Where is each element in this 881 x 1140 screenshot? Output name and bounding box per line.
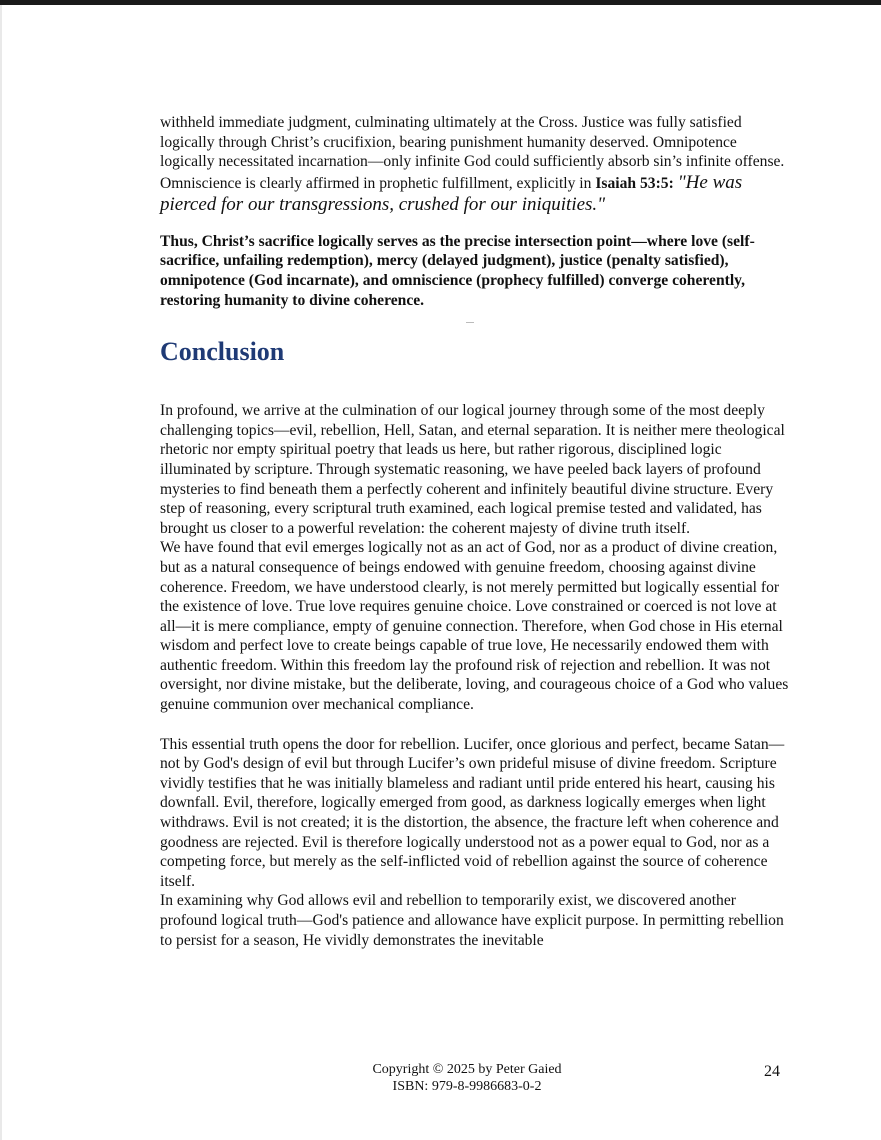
paragraph-freedom: We have found that evil emerges logically not as an act of God, nor as a product of divine creation, but as a natural consequence of beings endowed with genuine freedom, choosing against divine coherence. Freedom, we have understood clearly, is not merely permitted but logically essential for the existence of love. True love requires genuine choice. Love constrained or coerced is not love at all—it is mere compliance, empty of genuine connection. Therefore, when God chose in His eternal wisdom and perfect love to create beings capable of true love, He necessarily endowed them with authentic freedom. Within this freedom lay the profound risk of rejection and rebellion. It was not oversight, nor divine mistake, but the deliberate, loving, and courageous choice of a God who values genuine communion over mechanical compliance. — [160, 539, 789, 714]
page-footer — [302, 1061, 632, 1095]
scripture-quote: "He was pierced for our transgressions, crushed for our iniquities." — [160, 171, 743, 215]
copyright-line: Copyright © 2025 by Peter Gaied — [372, 1062, 562, 1077]
section-divider — [466, 322, 474, 323]
page-body — [160, 113, 790, 950]
document-page[interactable] — [2, 5, 881, 1140]
scripture-reference: Isaiah 53:5: — [595, 174, 674, 192]
page-number: 24 — [764, 1063, 780, 1080]
paragraph-intro: In profound, we arrive at the culmination of our logical journey through some of the most deeply challenging topics—evil, rebellion, Hell, Satan, and eternal separation. It is neither mere theological rhetoric nor empty spiritual poetry that leads us here, but rather rigorous, disciplined logic illuminated by scripture. Through systematic reasoning, we have peeled back layers of profound mysteries to find beneath them a perfectly coherent and infinitely beautiful divine structure. Every step of reasoning, every scriptural truth examined, each logical premise tested and validated, has brought us closer to a powerful revelation: the coherent majesty of divine truth itself. — [160, 402, 785, 537]
paragraph-rebellion: This essential truth opens the door for rebellion. Lucifer, once glorious and perfect, became Satan—not by God's design of evil but through Lucifer’s own prideful misuse of divine freedom. Scripture vividly testifies that he was initially blameless and radiant until pride entered his heart, causing his downfall. Evil, therefore, logically emerged from good, as darkness logically emerges when light withdraws. Evil is not created; it is the distortion, the absence, the fracture left when coherence and goodness are rejected. Evil is therefore logically understood not as a power equal to God, nor as a competing force, but merely as the self-inflicted void of rebellion against the source of coherence itself. — [160, 735, 785, 890]
isbn-line: ISBN: 979-8-9986683-0-2 — [392, 1079, 542, 1094]
summary-paragraph: Thus, Christ’s sacrifice logically serves as the precise intersection point—where love (self-sacrifice, unfailing redemption), mercy (delayed judgment), justice (penalty satisfied), omnipotence (God incarnate), and omniscience (prophecy fulfilled) converge coherently, restoring humanity to divine coherence. — [160, 232, 755, 309]
paragraph-text: withheld immediate judgment, culminating ultimately at the Cross. Justice was fully satisfied logically through Christ’s crucifixion, bearing punishment humanity deserved. Omnipotence logically necessitated incarnation—only infinite God could sufficiently absorb sin’s infinite offense. Omniscience is clearly affirmed in prophetic fulfillment, explicitly in — [160, 114, 785, 192]
paragraph-patience: In examining why God allows evil and rebellion to temporarily exist, we discovered another profound logical truth—God's patience and allowance have explicit purpose. In permitting rebellion to persist for a season, He vividly demonstrates the inevitable — [160, 892, 784, 949]
paragraph-cross — [160, 113, 790, 216]
section-heading: Conclusion — [160, 337, 285, 367]
